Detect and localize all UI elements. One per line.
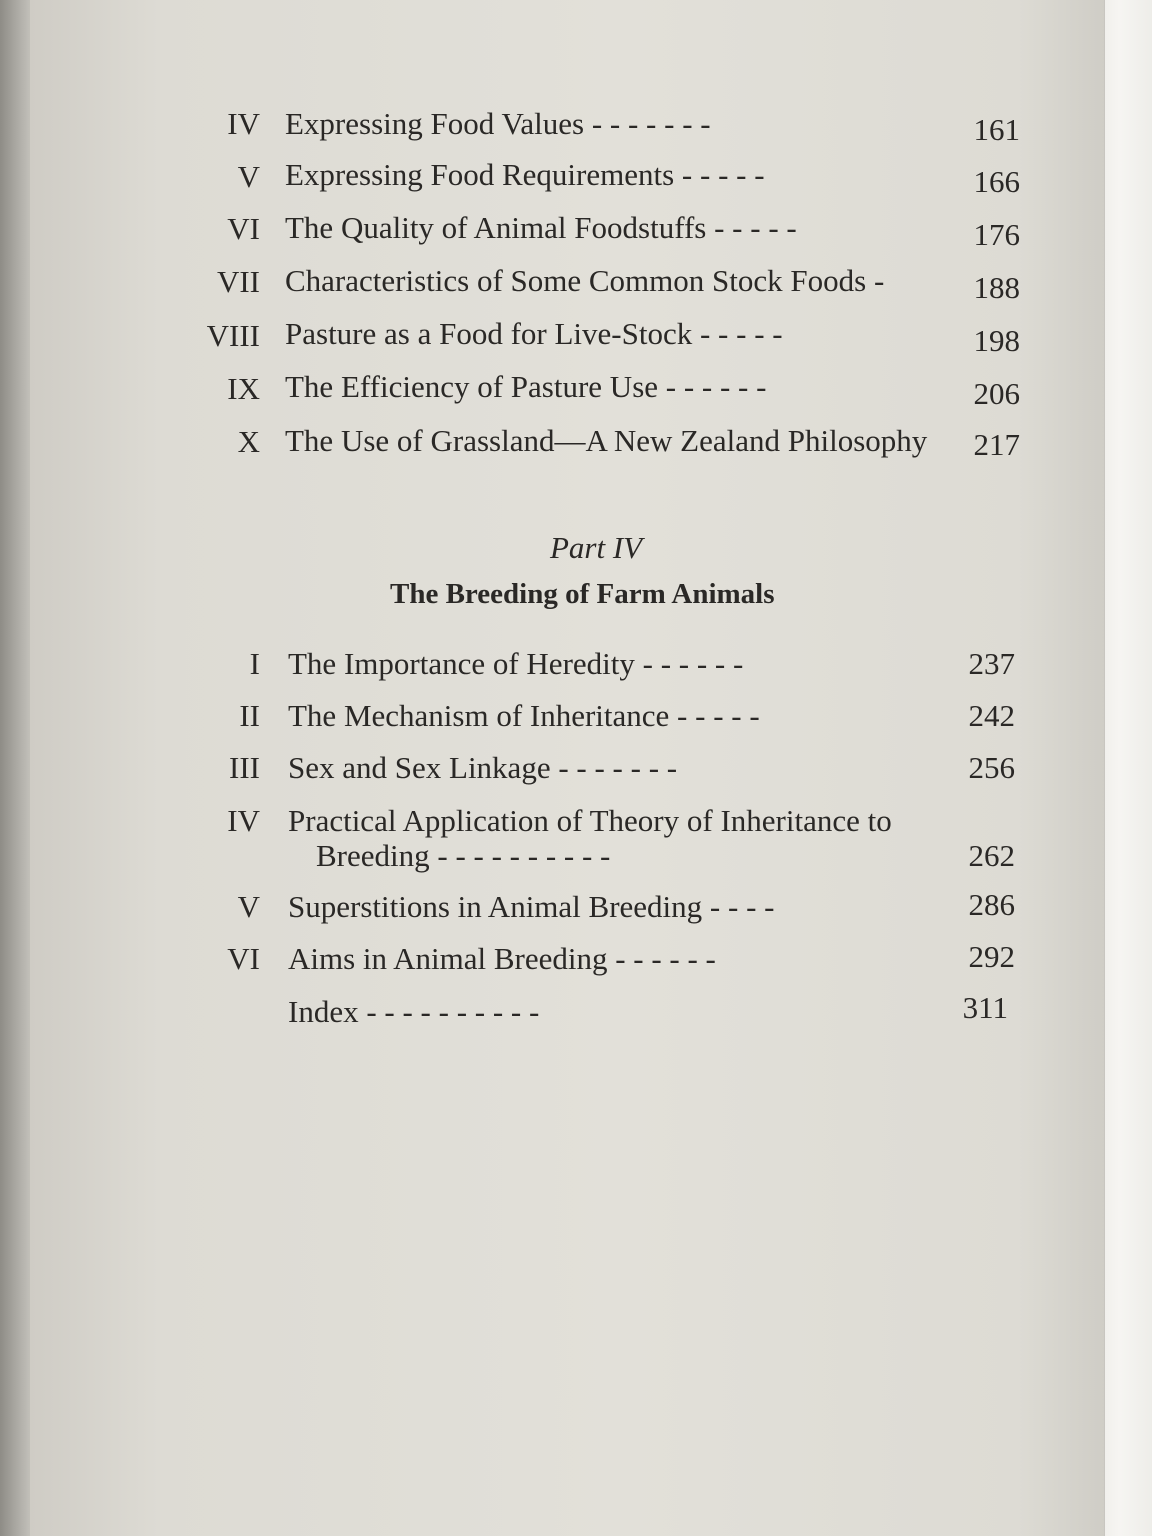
- part-title: The Breeding of Farm Animals: [390, 578, 775, 610]
- chapter-title: Practical Application of Theory of Inheritance to: [288, 803, 892, 838]
- chapter-title: Pasture as a Food for Live-Stock - - - - -: [285, 316, 783, 351]
- chapter-page-number: 286: [968, 887, 1015, 922]
- chapter-title: Characteristics of Some Common Stock Foods -: [285, 263, 885, 298]
- chapter-number: V: [237, 159, 260, 194]
- chapter-page-number: 242: [968, 698, 1015, 733]
- chapter-number: IX: [227, 371, 260, 406]
- chapter-page-number: 256: [968, 750, 1015, 785]
- chapter-number: VI: [227, 941, 260, 976]
- chapter-page-number: 176: [973, 217, 1020, 252]
- chapter-page-number: 198: [973, 323, 1020, 358]
- chapter-title: The Importance of Heredity - - - - - -: [288, 646, 744, 681]
- chapter-page-number: 206: [973, 376, 1020, 411]
- chapter-title: The Efficiency of Pasture Use - - - - - -: [285, 369, 767, 404]
- chapter-number: IV: [227, 803, 260, 838]
- chapter-number: IV: [227, 106, 260, 141]
- chapter-page-number: 262: [968, 838, 1015, 873]
- book-page-edge: [1104, 0, 1152, 1536]
- chapter-page-number: 217: [973, 427, 1020, 462]
- chapter-number: II: [239, 698, 260, 733]
- chapter-title: The Quality of Animal Foodstuffs - - - - -: [285, 210, 797, 245]
- chapter-title: Aims in Animal Breeding - - - - - -: [288, 941, 716, 976]
- chapter-title: Expressing Food Requirements - - - - -: [285, 157, 765, 192]
- chapter-title: The Mechanism of Inheritance - - - - -: [288, 698, 760, 733]
- chapter-number: VIII: [206, 318, 260, 353]
- chapter-page-number: 188: [973, 270, 1020, 305]
- chapter-title: Expressing Food Values - - - - - - -: [285, 106, 711, 141]
- chapter-page-number: 166: [973, 164, 1020, 199]
- chapter-title: Sex and Sex Linkage - - - - - - -: [288, 750, 678, 785]
- chapter-number: VI: [227, 211, 260, 246]
- index-page-number: 311: [962, 990, 1008, 1025]
- chapter-number: VII: [216, 264, 260, 299]
- chapter-page-number: 161: [973, 112, 1020, 147]
- chapter-title: Superstitions in Animal Breeding - - - -: [288, 889, 775, 924]
- chapter-number: III: [229, 750, 260, 785]
- chapter-page-number: 237: [968, 646, 1015, 681]
- part-label: Part IV: [550, 530, 643, 565]
- chapter-number: X: [237, 424, 260, 459]
- chapter-title: The Use of Grassland—A New Zealand Philosophy: [285, 423, 928, 458]
- chapter-page-number: 292: [968, 939, 1015, 974]
- chapter-title-continuation: Breeding - - - - - - - - - -: [316, 838, 611, 873]
- index-title: Index - - - - - - - - - -: [288, 994, 540, 1029]
- chapter-number: V: [237, 889, 260, 924]
- chapter-number: I: [249, 646, 260, 681]
